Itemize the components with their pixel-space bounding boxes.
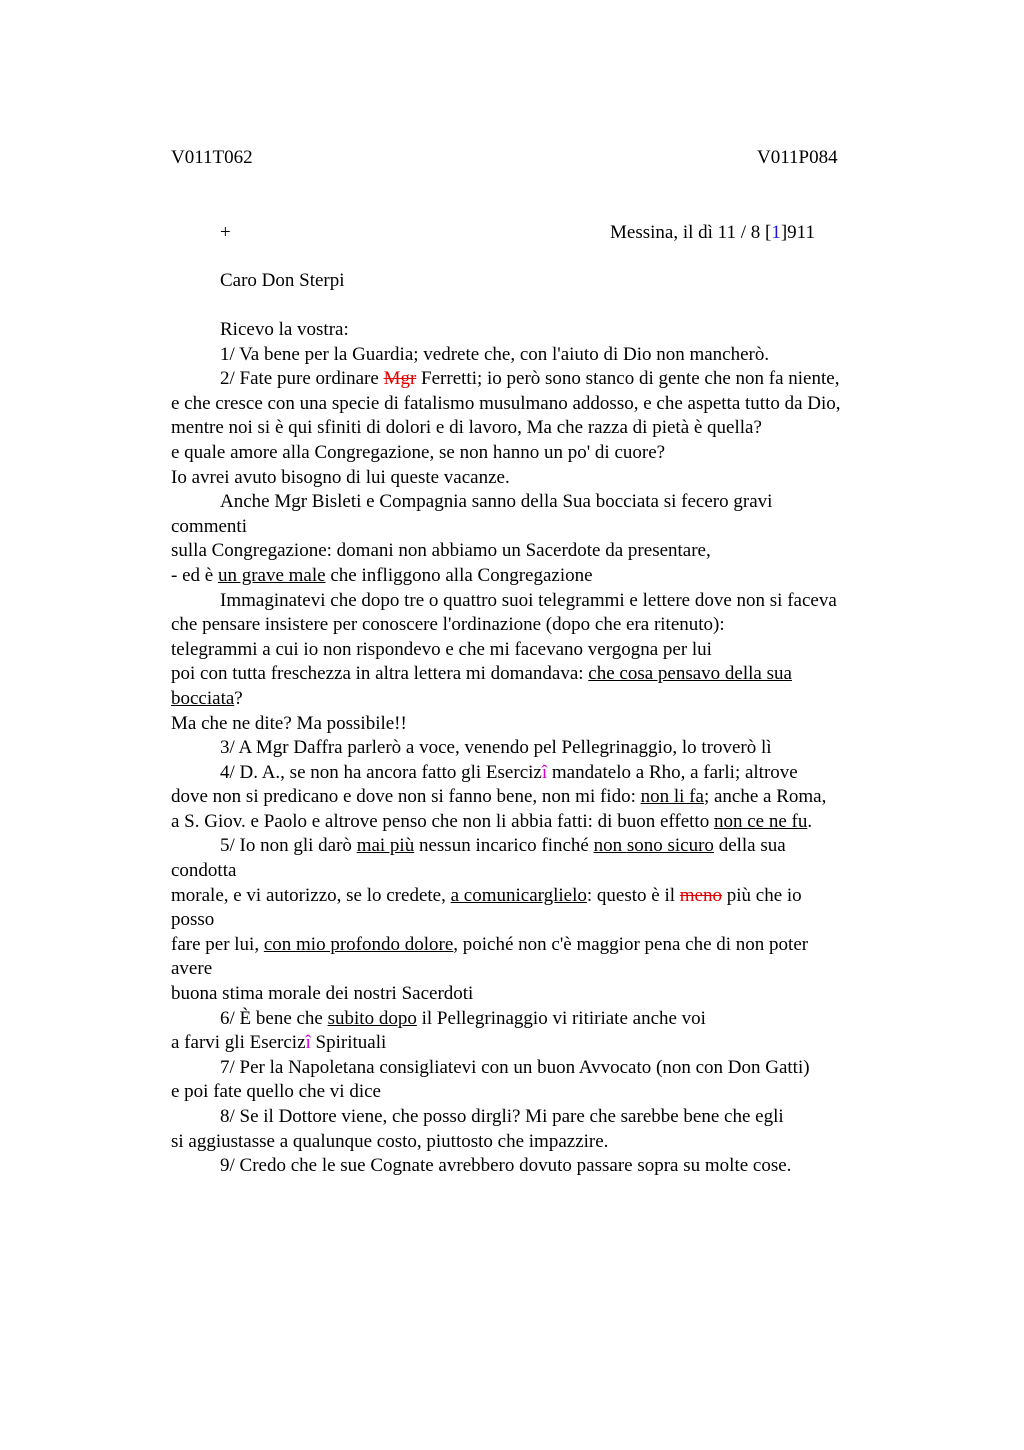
text-line: Ma che ne dite? Ma possibile!!: [171, 712, 407, 734]
text-line: [171, 785, 911, 810]
text-span: a farvi gli Eserciz: [171, 1032, 306, 1054]
text-line: 1/ Va bene per la Guardia; vedrete che, con l'aiuto di Dio non mancherò.: [220, 343, 770, 365]
text-line: [171, 1007, 911, 1032]
text-line: avere: [171, 958, 213, 980]
text-span: - ed è: [171, 564, 218, 586]
text-line: Immaginatevi che dopo tre o quattro suoi telegrammi e lettere dove non si faceva: [220, 589, 837, 611]
document-code-left: V011T062: [171, 147, 253, 168]
text-line: condotta: [171, 860, 237, 882]
text-span: più che io: [722, 884, 802, 906]
text-line: mentre noi si è qui sfiniti di dolori e di lavoro, Ma che razza di pietà è quella?: [171, 417, 762, 439]
text-span: Ferretti; io però sono stanco di gente che non fa niente,: [416, 368, 840, 390]
date-prefix: Messina, il dì 11 / 8 [: [610, 222, 772, 243]
text-line: [171, 761, 911, 786]
text-span: dove non si predicano e dove non si fanno bene, non mi fido:: [171, 786, 641, 808]
text-line: si aggiustasse a qualunque costo, piuttosto che impazzire.: [171, 1130, 609, 1152]
deleted-word: meno: [679, 884, 722, 906]
text-line: che pensare insistere per conoscere l'ordinazione (dopo che era ritenuto):: [171, 614, 725, 636]
underlined-text: un grave male: [217, 564, 326, 586]
underlined-text: con mio profondo dolore: [263, 933, 454, 955]
text-span: , poiché non c'è maggior pena che di non poter: [453, 933, 809, 955]
text-line: [171, 687, 911, 712]
text-line: posso: [171, 909, 215, 931]
text-line: commenti: [171, 515, 247, 537]
text-span: 5/ Io non gli darò: [220, 835, 357, 857]
text-span: .: [807, 810, 813, 832]
text-line: [171, 662, 911, 687]
text-line: [171, 884, 911, 909]
text-span: nessun incarico finché: [414, 835, 594, 857]
text-span: ; anche a Roma,: [703, 786, 827, 808]
cross-mark: +: [220, 222, 231, 243]
text-span: Spirituali: [310, 1032, 387, 1054]
text-line: Ricevo la vostra:: [220, 319, 349, 340]
letter-date: [610, 222, 815, 244]
text-span: 6/ È bene che: [220, 1007, 328, 1029]
text-span: poi con tutta freschezza in altra lettera mi domandava:: [171, 663, 589, 685]
text-line: telegrammi a cui io non rispondevo e che mi facevano vergogna per lui: [171, 638, 712, 660]
text-line: 3/ A Mgr Daffra parlerò a voce, venendo pel Pellegrinaggio, lo troverò lì: [220, 737, 772, 759]
salutation: Caro Don Sterpi: [220, 270, 345, 291]
document-code-right: V011P084: [757, 147, 838, 168]
text-line: [171, 1031, 911, 1056]
text-span: ?: [234, 687, 243, 709]
text-line: e che cresce con una specie di fatalismo musulmano addosso, e che aspetta tutto da Dio,: [171, 392, 841, 414]
text-span: il Pellegrinaggio vi ritiriate anche voi: [416, 1007, 706, 1029]
text-line: [171, 564, 911, 589]
underlined-text: a comunicarglielo: [450, 884, 587, 906]
letter-body: [171, 318, 911, 1179]
underlined-text: non li fa: [640, 786, 704, 808]
date-suffix: ]911: [780, 222, 815, 243]
text-span: morale, e vi autorizzo, se lo credete,: [171, 884, 451, 906]
text-span: fare per lui,: [171, 933, 264, 955]
underlined-text: subito dopo: [327, 1007, 417, 1029]
text-span: 4/ D. A., se non ha ancora fatto gli Eserciz: [220, 761, 542, 783]
text-line: [171, 367, 911, 392]
editorial-bracket-digit: 1: [771, 222, 781, 243]
text-span: della sua: [713, 835, 786, 857]
text-line: Anche Mgr Bisleti e Compagnia sanno della Sua bocciata si fecero gravi: [220, 491, 773, 513]
text-span: 2/ Fate pure ordinare: [220, 368, 384, 390]
circumflex-mark: î: [541, 761, 548, 783]
text-span: mandatelo a Rho, a farli; altrove: [547, 761, 798, 783]
deleted-word: Mgr: [383, 368, 417, 390]
text-line: 8/ Se il Dottore viene, che posso dirgli? Mi pare che sarebbe bene che egli: [220, 1106, 784, 1127]
underlined-text: non ce ne fu: [713, 810, 808, 832]
text-line: [171, 933, 911, 958]
text-line: e quale amore alla Congregazione, se non hanno un po' di cuore?: [171, 441, 666, 463]
underlined-text: bocciata: [171, 687, 235, 709]
text-line: e poi fate quello che vi dice: [171, 1081, 381, 1103]
text-line: 9/ Credo che le sue Cognate avrebbero dovuto passare sopra su molte cose.: [220, 1155, 792, 1177]
text-line: [171, 834, 911, 859]
text-span: a S. Giov. e Paolo e altrove penso che non li abbia fatti: di buon effetto: [171, 810, 714, 832]
circumflex-mark: î: [305, 1032, 311, 1054]
text-line: buona stima morale dei nostri Sacerdoti: [171, 983, 474, 1005]
text-line: [171, 810, 911, 835]
text-line: Io avrei avuto bisogno di lui queste vacanze.: [171, 466, 510, 488]
text-span: : questo è il: [586, 884, 680, 906]
underlined-text: che cosa pensavo della sua: [588, 663, 792, 685]
text-span: che infliggono alla Congregazione: [325, 564, 593, 586]
underlined-text: mai più: [356, 835, 415, 857]
underlined-text: non sono sicuro: [593, 835, 714, 857]
text-line: sulla Congregazione: domani non abbiamo un Sacerdote da presentare,: [171, 540, 711, 562]
text-line: 7/ Per la Napoletana consigliatevi con un buon Avvocato (non con Don Gatti): [220, 1056, 810, 1078]
